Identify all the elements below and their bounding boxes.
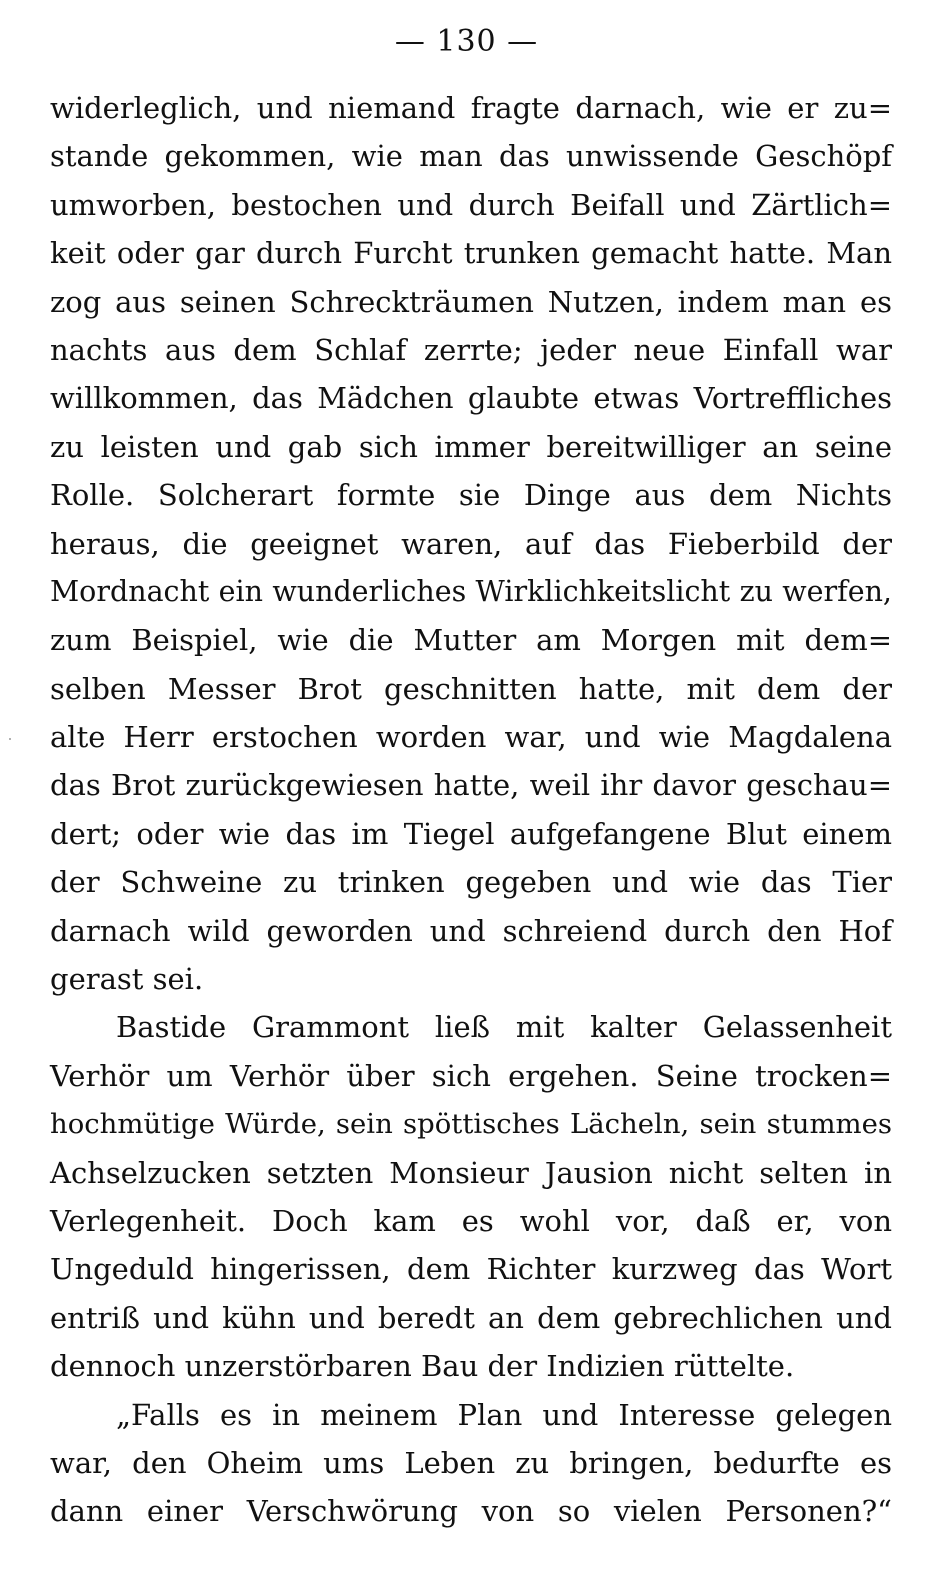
text-line: stande gekommen, wie man das unwissende Geschöpf [50,139,892,174]
text-line-paragraph-start: „Falls es in meinem Plan und Interesse gelegen [116,1397,892,1432]
text-line: dann einer Verschwörung von so vielen Personen?“ [50,1494,892,1529]
text-line: keit oder gar durch Furcht trunken gemacht hatte. Man [50,236,892,271]
scan-speck [9,738,11,740]
text-line-paragraph-end: gerast sei. [50,962,204,997]
text-line: der Schweine zu trinken gegeben und wie das Tier [50,865,892,900]
text-line: war, den Oheim ums Leben zu bringen, bedurfte es [50,1445,892,1480]
text-line: Ungeduld hingerissen, dem Richter kurzweg das Wort [50,1252,892,1287]
text-line: Rolle. Solcherart formte sie Dinge aus dem Nichts [50,478,892,513]
text-line: hochmütige Würde, sein spöttisches Lächeln, sein stummes [50,1108,892,1141]
text-line: Verhör um Verhör über sich ergehen. Seine trocken= [50,1058,892,1093]
text-line: das Brot zurückgewiesen hatte, weil ihr davor geschau= [50,768,892,803]
text-line: selben Messer Brot geschnitten hatte, mit dem der [50,671,892,706]
text-line: zum Beispiel, wie die Mutter am Morgen mit dem= [50,623,892,658]
text-line: nachts aus dem Schlaf zerrte; jeder neue Einfall war [50,332,892,367]
text-line: darnach wild geworden und schreiend durch den Hof [50,913,892,948]
text-line-paragraph-start: Bastide Grammont ließ mit kalter Gelassenheit [116,1010,892,1045]
text-line: umworben, bestochen und durch Beifall und Zärtlich= [50,187,892,222]
text-line: widerleglich, und niemand fragte darnach, wie er zu= [50,91,892,125]
body-text [50,84,892,1536]
text-line: Verlegenheit. Doch kam es wohl vor, daß er, von [50,1203,892,1238]
page-number: — 130 — [394,24,539,59]
text-line: Achselzucken setzten Monsieur Jausion nicht selten in [50,1155,892,1190]
text-line: heraus, die geeignet waren, auf das Fieberbild der [50,526,892,561]
text-line: entriß und kühn und beredt an dem gebrechlichen und [50,1300,892,1335]
text-line-paragraph-end: dennoch unzerstörbaren Bau der Indizien rüttelte. [50,1349,795,1384]
text-line: Mordnacht ein wunderliches Wirklichkeitslicht zu werfen, [50,574,892,608]
text-line: willkommen, das Mädchen glaubte etwas Vortreffliches [50,381,892,416]
text-line: dert; oder wie das im Tiegel aufgefangene Blut einem [50,816,892,851]
text-line: zu leisten und gab sich immer bereitwilliger an seine [50,429,892,464]
text-line: alte Herr erstochen worden war, und wie Magdalena [50,720,892,755]
text-line: zog aus seinen Schreckträumen Nutzen, indem man es [50,284,892,319]
